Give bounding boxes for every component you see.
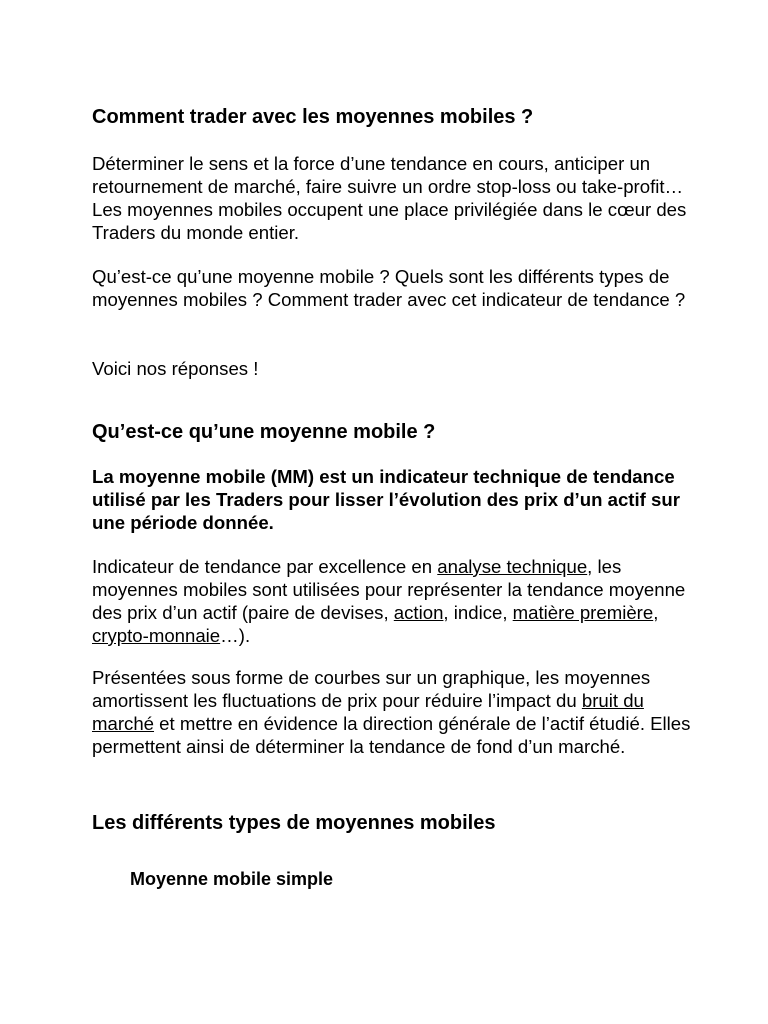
link-bruit-du-marche[interactable]: bruit du marché xyxy=(92,690,644,734)
text-segment: Présentées sous forme de courbes sur un graphique, les moyennes amortissent les fluctuations de prix pour réduire l’impact du xyxy=(92,667,651,711)
section-heading-definition: Qu’est-ce qu’une moyenne mobile ? xyxy=(92,421,436,443)
curves-paragraph xyxy=(92,666,692,758)
text-segment: …). xyxy=(220,625,251,646)
analysis-paragraph xyxy=(92,555,692,647)
link-analyse-technique[interactable]: analyse technique xyxy=(437,556,588,577)
text-segment: Indicateur de tendance par excellence en xyxy=(92,556,438,577)
text-segment: et mettre en évidence la direction générale de l’actif étudié. Elles permettent ainsi de déterminer la tendance de fond d’un marché. xyxy=(92,713,691,757)
subsection-heading-simple: Moyenne mobile simple xyxy=(130,869,334,889)
link-matiere-premiere[interactable]: matière première xyxy=(512,602,654,623)
page-title: Comment trader avec les moyennes mobiles ? xyxy=(92,106,534,128)
text-segment: , indice, xyxy=(443,602,513,623)
text-segment: , xyxy=(653,602,659,623)
definition-paragraph: La moyenne mobile (MM) est un indicateur technique de tendance utilisé par les Traders pour lisser l’évolution des prix d’un actif sur une période donnée. xyxy=(92,466,680,533)
intro-paragraph-1: Déterminer le sens et la force d’une tendance en cours, anticiper un retournement de marché, faire suivre un ordre stop-loss ou take-profit… Les moyennes mobiles occupent une place privilégiée dans le cœur des Traders du monde entier. xyxy=(92,153,687,243)
intro-paragraph-2: Qu’est-ce qu’une moyenne mobile ? Quels sont les différents types de moyennes mobiles ? Comment trader avec cet indicateur de tendance ? xyxy=(92,266,686,310)
text-segment: , les moyennes mobiles sont utilisées pour représenter la tendance moyenne des prix d’un actif (paire de devises, xyxy=(92,556,686,623)
intro-paragraph-3: Voici nos réponses ! xyxy=(92,358,259,379)
link-crypto-monnaie[interactable]: crypto-monnaie xyxy=(92,625,221,646)
link-action[interactable]: action xyxy=(393,602,444,623)
section-heading-types: Les différents types de moyennes mobiles xyxy=(92,812,496,834)
